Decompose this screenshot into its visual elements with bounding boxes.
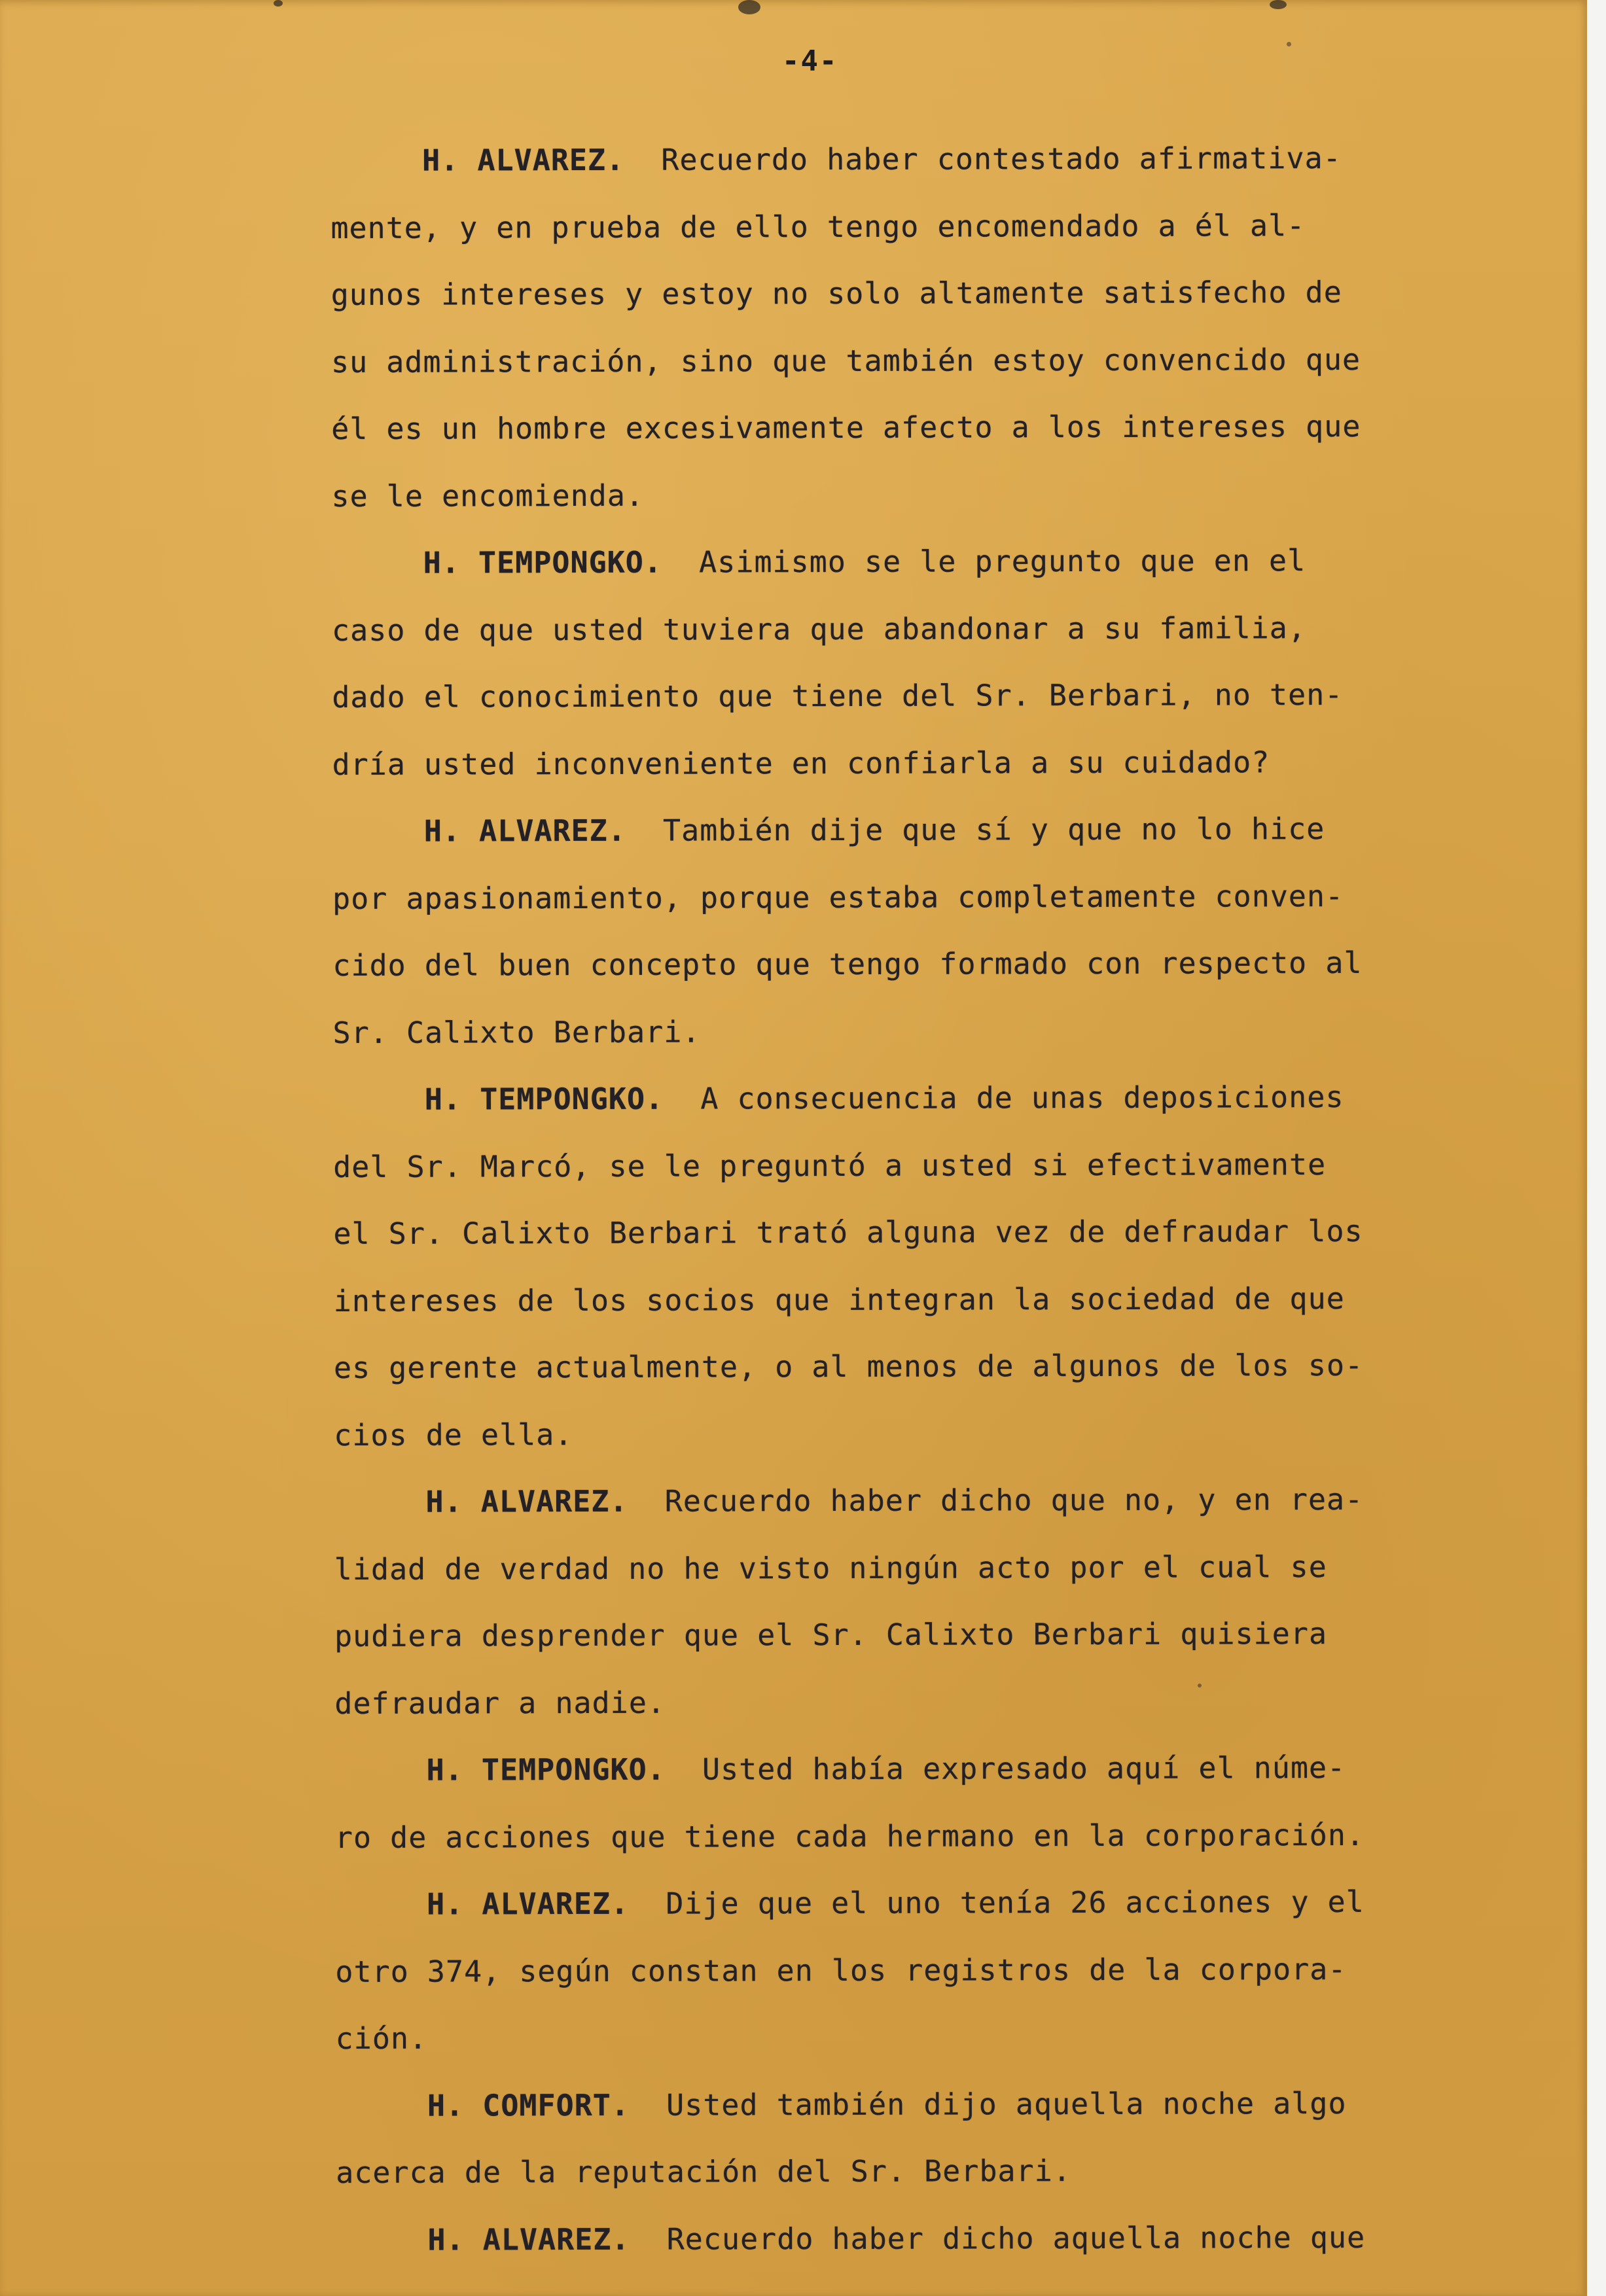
text-line	[332, 862, 1484, 932]
line-text: acerca de la reputación del Sr. Berbari.	[336, 2153, 1071, 2190]
line-text: Usted había expresado aquí el núme-	[702, 1750, 1346, 1787]
line-text: por apasionamiento, porque estaba completamente conven-	[332, 878, 1344, 916]
speaker-name: H. ALVAREZ.	[422, 142, 625, 178]
page-number: -4-	[782, 44, 838, 78]
text-line	[331, 258, 1483, 328]
line-text: Dije que el uno tenía 26 acciones y el	[666, 1884, 1365, 1921]
ink-speck	[274, 0, 283, 7]
line-text: Usted también dijo aquella noche algo	[666, 2085, 1347, 2123]
line-text: También dije que sí y que no lo hice	[662, 811, 1325, 848]
text-line	[331, 393, 1483, 463]
speaker-line	[330, 124, 1482, 194]
text-line	[330, 192, 1482, 262]
text-line	[333, 1197, 1485, 1267]
speaker-name: H. ALVAREZ.	[425, 1483, 628, 1519]
speaker-line	[332, 795, 1484, 865]
text-line	[333, 1131, 1485, 1201]
text-line	[332, 997, 1484, 1067]
line-text: pudiera desprender que el Sr. Calixto Berbari quisiera	[334, 1616, 1328, 1653]
line-text: cido del buen concepto que tengo formado con respecto al	[332, 945, 1363, 983]
text-line	[336, 2002, 1488, 2072]
line-text: dado el conocimiento que tiene del Sr. Berbari, no ten-	[332, 677, 1344, 715]
line-text: gunos intereses y estoy no solo altamente satisfecho de	[330, 274, 1342, 312]
speaker-name: H. COMFORT.	[427, 2087, 630, 2123]
text-line	[334, 1399, 1486, 1469]
text-line	[335, 1935, 1487, 2005]
line-text: mente, y en prueba de ello tengo encomendado a él al-	[330, 207, 1306, 245]
text-line	[332, 728, 1484, 798]
text-line	[335, 1801, 1487, 1871]
ink-speck	[1270, 0, 1287, 9]
line-text: intereses de los socios que integran la sociedad de que	[333, 1280, 1345, 1318]
text-line	[334, 1667, 1486, 1737]
scan-margin	[1587, 0, 1606, 2296]
line-text: se le encomienda.	[331, 478, 645, 514]
ink-speck	[738, 0, 760, 14]
text-line	[334, 1265, 1486, 1335]
transcript-body	[330, 124, 1488, 2274]
line-text: cios de ella.	[334, 1417, 573, 1453]
line-text: caso de que usted tuviera que abandonar a su familia,	[331, 610, 1306, 648]
line-text: dría usted inconveniente en confiarla a su cuidado?	[332, 744, 1270, 782]
text-line	[332, 594, 1484, 664]
speaker-line	[336, 2204, 1488, 2274]
line-text: Sr. Calixto Berbari.	[332, 1014, 701, 1050]
speaker-line	[333, 1063, 1485, 1133]
line-text: es gerente actualmente, o al menos de algunos de los so-	[333, 1347, 1364, 1385]
line-text: del Sr. Marcó, se le preguntó a usted si efectivamente	[333, 1146, 1327, 1184]
text-line	[331, 326, 1483, 396]
speaker-name: H. TEMPONGKO.	[424, 1081, 664, 1117]
text-line	[332, 929, 1484, 999]
speaker-name: H. TEMPONGKO.	[423, 544, 663, 580]
text-line	[332, 661, 1484, 731]
line-text: A consecuencia de unas deposiciones	[700, 1079, 1344, 1116]
line-text: otro 374, según constan en los registros de la corpora-	[335, 1951, 1347, 1989]
line-text: ción.	[335, 2021, 428, 2056]
line-text: Recuerdo haber contestado afirmativa-	[661, 140, 1342, 177]
line-text: defraudar a nadie.	[334, 1685, 666, 1721]
text-line	[334, 1600, 1486, 1670]
line-text: él es un hombre excesivamente afecto a los intereses que	[331, 408, 1361, 446]
speaker-name: H. ALVAREZ.	[423, 813, 626, 849]
speaker-line	[332, 527, 1484, 597]
line-text: ro de acciones que tiene cada hermano en la corporación.	[334, 1817, 1365, 1855]
speaker-line	[334, 1734, 1486, 1804]
text-line	[334, 1533, 1486, 1603]
speaker-line	[334, 1466, 1486, 1536]
line-text: lidad de verdad no he visto ningún acto por el cual se	[334, 1549, 1327, 1587]
text-line	[331, 460, 1483, 530]
ink-speck	[1287, 42, 1291, 46]
line-text: el Sr. Calixto Berbari trató alguna vez de defraudar los	[333, 1213, 1363, 1251]
line-text: Asimismo se le pregunto que en el	[699, 543, 1306, 580]
line-text: Recuerdo haber dicho que no, y en rea-	[664, 1481, 1364, 1519]
text-line	[334, 1332, 1486, 1402]
line-text: su administración, sino que también estoy convencido que	[330, 342, 1361, 380]
speaker-name: H. ALVAREZ.	[427, 2221, 630, 2257]
speaker-name: H. ALVAREZ.	[427, 1886, 630, 1922]
text-line	[336, 2136, 1488, 2206]
speaker-line	[335, 1868, 1487, 1938]
line-text: Recuerdo haber dicho aquella noche que	[666, 2219, 1366, 2257]
speaker-line	[336, 2070, 1488, 2140]
speaker-name: H. TEMPONGKO.	[426, 1752, 666, 1788]
